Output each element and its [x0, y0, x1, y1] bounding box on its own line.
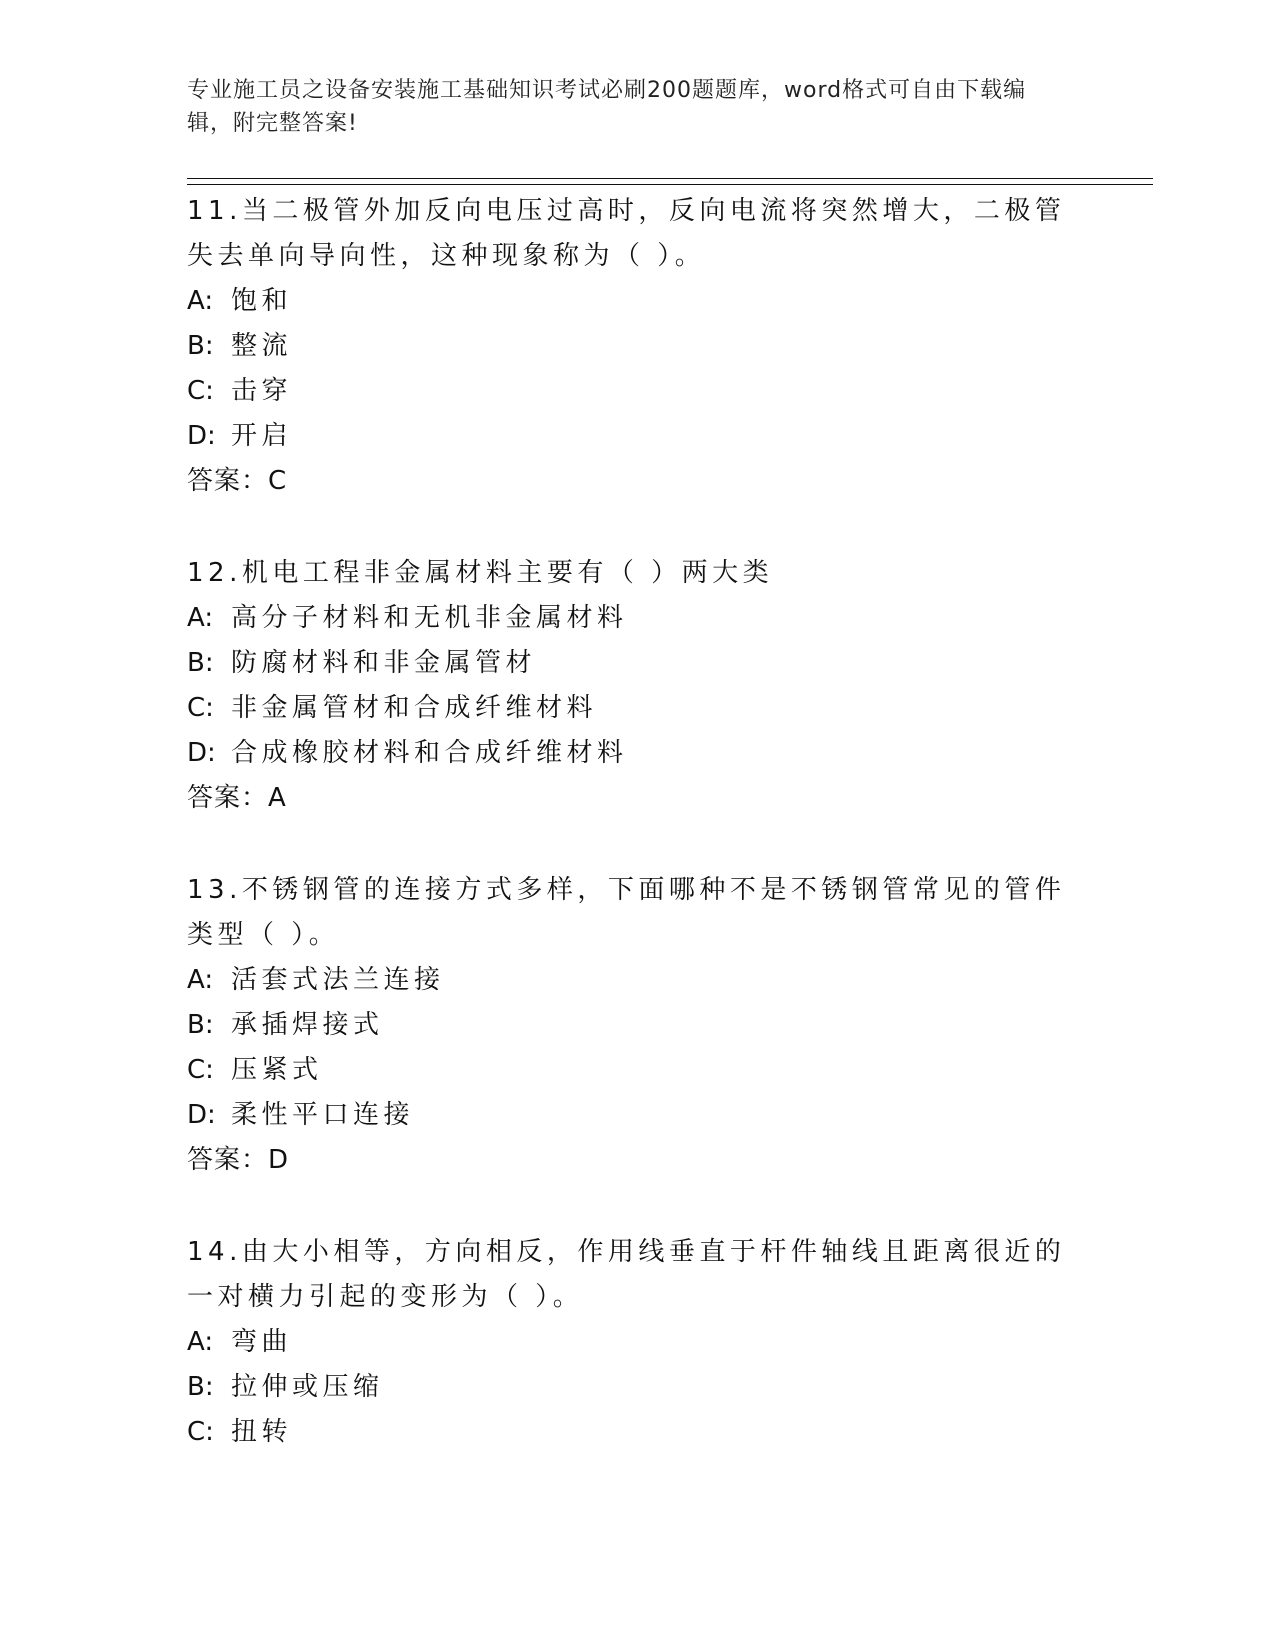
option-b	[187, 641, 1087, 686]
question-13	[187, 868, 1087, 1183]
header-divider	[187, 178, 1153, 179]
option-text: 压紧式	[231, 1055, 323, 1085]
question-text: 12.机电工程非金属材料主要有（ ）两大类	[187, 558, 774, 588]
option-letter: B:	[187, 1372, 214, 1402]
option-text: 承插焊接式	[231, 1010, 384, 1040]
option-letter: C:	[187, 1055, 214, 1085]
option-a	[187, 1320, 1087, 1365]
option-d	[187, 1093, 1087, 1138]
option-a	[187, 596, 1087, 641]
question-11	[187, 189, 1087, 504]
option-text: 击穿	[231, 376, 293, 406]
option-letter: D:	[187, 1100, 216, 1130]
option-letter: B:	[187, 648, 214, 678]
option-text: 弯曲	[231, 1327, 293, 1357]
option-letter: C:	[187, 693, 214, 723]
option-text: 拉伸或压缩	[231, 1372, 384, 1402]
option-c	[187, 1410, 1087, 1455]
document-header: 专业施工员之设备安装施工基础知识考试必刷200题题库，word格式可自由下载编辑，附完整答案!	[187, 78, 1027, 136]
option-b	[187, 1365, 1087, 1410]
option-letter: C:	[187, 1417, 214, 1447]
option-text: 活套式法兰连接	[231, 965, 445, 995]
option-letter: A:	[187, 965, 214, 995]
option-text: 扭转	[231, 1417, 293, 1447]
option-d	[187, 731, 1087, 776]
option-letter: A:	[187, 1327, 214, 1357]
answer: 答案：D	[187, 1145, 290, 1175]
option-text: 防腐材料和非金属管材	[231, 648, 537, 678]
question-text: 11.当二极管外加反向电压过高时，反向电流将突然增大，二极管失去单向导向性，这种现象称为（ ）。	[187, 196, 1066, 271]
option-d	[187, 414, 1087, 459]
option-letter: C:	[187, 376, 214, 406]
option-text: 合成橡胶材料和合成纤维材料	[231, 738, 628, 768]
question-12	[187, 551, 1087, 821]
option-letter: A:	[187, 603, 214, 633]
question-14	[187, 1230, 1087, 1455]
option-letter: B:	[187, 1010, 214, 1040]
question-text: 14.由大小相等，方向相反，作用线垂直于杆件轴线且距离很近的一对横力引起的变形为（ ）。	[187, 1237, 1066, 1312]
option-c	[187, 369, 1087, 414]
question-list	[187, 189, 1087, 1502]
answer: 答案：A	[187, 783, 287, 813]
question-text: 13.不锈钢管的连接方式多样，下面哪种不是不锈钢管常见的管件类型（ ）。	[187, 875, 1066, 950]
option-a	[187, 958, 1087, 1003]
option-c	[187, 686, 1087, 731]
option-text: 饱和	[231, 286, 293, 316]
option-text: 非金属管材和合成纤维材料	[231, 693, 598, 723]
option-letter: D:	[187, 738, 216, 768]
option-c	[187, 1048, 1087, 1093]
option-text: 柔性平口连接	[231, 1100, 415, 1130]
option-letter: D:	[187, 421, 216, 451]
option-text: 开启	[231, 421, 293, 451]
option-text: 整流	[231, 331, 293, 361]
option-b	[187, 324, 1087, 369]
answer: 答案：C	[187, 466, 288, 496]
option-a	[187, 279, 1087, 324]
option-b	[187, 1003, 1087, 1048]
option-letter: A:	[187, 286, 214, 316]
option-text: 高分子材料和无机非金属材料	[231, 603, 628, 633]
option-letter: B:	[187, 331, 214, 361]
header-divider-secondary	[187, 184, 1153, 185]
